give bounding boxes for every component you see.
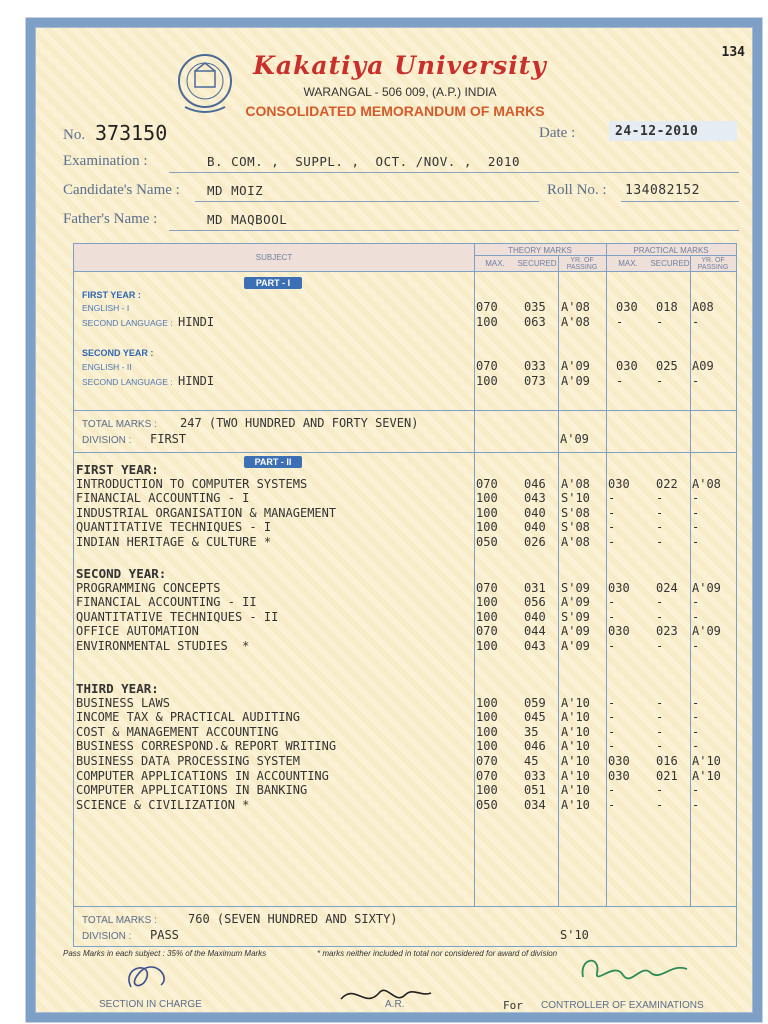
practical-year-value: - <box>692 315 700 329</box>
subject-name: INDUSTRIAL ORGANISATION & MANAGEMENT <box>76 506 337 520</box>
practical-secured-value: - <box>656 520 664 534</box>
part1-total-bottom-line <box>74 452 736 453</box>
theory-secured-value: 45 <box>524 754 539 768</box>
practical-year-value: A'09 <box>692 624 721 638</box>
practical-header: PRACTICAL MARKS <box>633 246 709 255</box>
practical-year-value: - <box>692 535 700 549</box>
subject-name: OFFICE AUTOMATION <box>76 624 199 638</box>
subject-name: BUSINESS LAWS <box>76 696 170 710</box>
part2-division-year: S'10 <box>560 928 589 942</box>
theory-year-header: YR. OF PASSING <box>566 257 598 271</box>
theory-secured-value: 040 <box>524 520 546 534</box>
practical-secured-value: - <box>656 506 664 520</box>
part2-year-heading: SECOND YEAR: <box>76 566 167 581</box>
theory-secured-value: 040 <box>524 610 546 624</box>
theory-secured-value: 063 <box>524 315 546 329</box>
examination-rule <box>169 172 739 173</box>
part1-total-value: 247 (TWO HUNDRED AND FORTY SEVEN) <box>180 416 419 430</box>
subject-header: SUBJECT <box>255 253 293 262</box>
subject-name: QUANTITATIVE TECHNIQUES - II <box>76 610 279 624</box>
theory-max-value: 070 <box>476 754 498 768</box>
theory-year-value: S'10 <box>561 491 590 505</box>
subject-name: FINANCIAL ACCOUNTING - II <box>76 595 257 609</box>
practical-max-value: - <box>608 710 616 724</box>
practical-max-header: MAX. <box>618 259 638 268</box>
theory-max-value: 070 <box>476 359 498 373</box>
theory-max-value: 070 <box>476 477 498 491</box>
subject-name: SCIENCE & CIVILIZATION * <box>76 798 250 812</box>
practical-year-value: - <box>692 610 700 624</box>
subject-name: BUSINESS DATA PROCESSING SYSTEM <box>76 754 300 768</box>
ar-label: A.R. <box>385 999 405 1010</box>
theory-secured-value: 073 <box>524 374 546 388</box>
theory-secured-value: 033 <box>524 769 546 783</box>
theory-max-value: 050 <box>476 798 498 812</box>
practical-secured-value: - <box>656 783 664 797</box>
theory-max-value: 100 <box>476 696 498 710</box>
theory-max-value: 070 <box>476 581 498 595</box>
theory-secured-value: 035 <box>524 300 546 314</box>
theory-secured-value: 043 <box>524 639 546 653</box>
theory-max-value: 070 <box>476 300 498 314</box>
theory-year-value: A'09 <box>561 359 590 373</box>
practical-secured-value: 021 <box>656 769 678 783</box>
practical-max-value: - <box>608 595 616 609</box>
theory-secured-value: 034 <box>524 798 546 812</box>
practical-secured-header: SECURED <box>650 259 690 268</box>
practical-year-value: - <box>692 506 700 520</box>
theory-max-value: 100 <box>476 639 498 653</box>
theory-max-value: 100 <box>476 610 498 624</box>
theory-year-value: A'09 <box>561 639 590 653</box>
part2-division-label: DIVISION : <box>82 931 132 942</box>
part2-year-heading: FIRST YEAR: <box>76 462 159 477</box>
practical-max-value: - <box>608 491 616 505</box>
practical-max-value: - <box>608 696 616 710</box>
examination-value: B. COM. , SUPPL. , OCT. /NOV. , 2010 <box>207 154 520 169</box>
practical-secured-value: 016 <box>656 754 678 768</box>
part2-badge: PART - II <box>244 456 302 468</box>
section-in-charge-signature-icon <box>111 957 201 997</box>
theory-max-value: 100 <box>476 374 498 388</box>
practical-year-value: - <box>692 783 700 797</box>
col-divider <box>558 255 559 906</box>
practical-secured-value: - <box>656 610 664 624</box>
part1-row-label: SECOND LANGUAGE : <box>82 318 173 328</box>
theory-year-value: A'08 <box>561 315 590 329</box>
father-name-label: Father's Name : <box>63 211 158 227</box>
part1-row-subject: HINDI <box>178 315 215 329</box>
part1-division-value: FIRST <box>150 432 187 446</box>
theory-secured-header: SECURED <box>517 259 557 268</box>
practical-secured-value: 023 <box>656 624 678 638</box>
theory-secured-value: 044 <box>524 624 546 638</box>
practical-secured-value: - <box>656 710 664 724</box>
part2-total-top-line <box>74 906 736 907</box>
practical-year-value: A'10 <box>692 769 721 783</box>
header-split-line <box>474 255 736 256</box>
subject-name: QUANTITATIVE TECHNIQUES - I <box>76 520 272 534</box>
theory-max-value: 100 <box>476 783 498 797</box>
practical-year-value: - <box>692 491 700 505</box>
part2-total-value: 760 (SEVEN HUNDRED AND SIXTY) <box>188 912 398 926</box>
theory-secured-value: 026 <box>524 535 546 549</box>
practical-secured-value: 024 <box>656 581 678 595</box>
theory-year-value: A'10 <box>561 739 590 753</box>
practical-max-value: - <box>608 798 616 812</box>
practical-max-value: 030 <box>608 769 630 783</box>
part1-row-label: ENGLISH - II <box>82 362 132 372</box>
theory-year-value: A'09 <box>561 595 590 609</box>
subject-name: INCOME TAX & PRACTICAL AUDITING <box>76 710 300 724</box>
practical-year-value: - <box>692 696 700 710</box>
practical-max-value: - <box>608 520 616 534</box>
practical-secured-value: - <box>656 725 664 739</box>
part2-total-label: TOTAL MARKS : <box>82 915 157 926</box>
theory-max-value: 100 <box>476 595 498 609</box>
part1-second-year-heading: SECOND YEAR : <box>82 348 154 358</box>
roll-number-rule <box>621 201 739 202</box>
part1-row-label: ENGLISH - I <box>82 303 130 313</box>
practical-year-value: - <box>692 374 700 388</box>
practical-year-value: A08 <box>692 300 714 314</box>
part1-row-label: SECOND LANGUAGE : <box>82 377 173 387</box>
practical-max-value: - <box>616 315 624 329</box>
practical-secured-value: - <box>656 639 664 653</box>
practical-max-value: - <box>608 506 616 520</box>
practical-max-value: - <box>616 374 624 388</box>
theory-secured-value: 046 <box>524 739 546 753</box>
practical-secured-value: - <box>656 595 664 609</box>
part1-badge: PART - I <box>244 277 302 289</box>
roll-number-value: 134082152 <box>625 183 700 198</box>
memo-number: 373150 <box>95 121 168 145</box>
practical-year-value: - <box>692 725 700 739</box>
theory-year-value: A'09 <box>561 624 590 638</box>
practical-year-value: - <box>692 639 700 653</box>
practical-year-value: - <box>692 739 700 753</box>
part1-division-year: A'09 <box>560 432 589 446</box>
practical-year-value: - <box>692 710 700 724</box>
practical-year-header: YR. OF PASSING <box>697 257 729 271</box>
col-divider <box>474 244 475 906</box>
part2-year-heading: THIRD YEAR: <box>76 681 159 696</box>
candidate-name-value: MD MOIZ <box>207 183 264 198</box>
theory-secured-value: 35 <box>524 725 539 739</box>
practical-max-value: - <box>608 610 616 624</box>
theory-max-value: 100 <box>476 725 498 739</box>
practical-year-value: A'08 <box>692 477 721 491</box>
theory-secured-value: 031 <box>524 581 546 595</box>
theory-secured-value: 045 <box>524 710 546 724</box>
practical-secured-value: - <box>656 696 664 710</box>
theory-header: THEORY MARKS <box>508 246 572 255</box>
practical-max-value: - <box>608 739 616 753</box>
practical-year-value: - <box>692 520 700 534</box>
practical-year-value: - <box>692 595 700 609</box>
theory-year-value: A'08 <box>561 535 590 549</box>
theory-secured-value: 059 <box>524 696 546 710</box>
practical-year-value: - <box>692 798 700 812</box>
practical-max-value: 030 <box>616 300 638 314</box>
theory-max-value: 050 <box>476 535 498 549</box>
theory-secured-value: 033 <box>524 359 546 373</box>
father-name-value: MD MAQBOOL <box>207 212 288 227</box>
date-label: Date : <box>539 125 576 141</box>
practical-secured-value: - <box>656 535 664 549</box>
theory-secured-value: 043 <box>524 491 546 505</box>
pass-marks-note: Pass Marks in each subject : 35% of the Maximum Marks <box>63 949 267 958</box>
practical-max-value: 030 <box>608 477 630 491</box>
candidate-name-label: Candidate's Name : <box>63 182 180 198</box>
practical-max-value: 030 <box>616 359 638 373</box>
practical-secured-value: - <box>656 739 664 753</box>
practical-max-value: 030 <box>608 624 630 638</box>
practical-max-value: - <box>608 639 616 653</box>
theory-secured-value: 046 <box>524 477 546 491</box>
father-name-rule <box>169 230 739 231</box>
subject-name: BUSINESS CORRESPOND.& REPORT WRITING <box>76 739 337 753</box>
theory-max-value: 100 <box>476 506 498 520</box>
theory-year-value: A'10 <box>561 783 590 797</box>
roll-number-label: Roll No. : <box>547 182 607 198</box>
theory-year-value: A'08 <box>561 300 590 314</box>
theory-year-value: A'10 <box>561 725 590 739</box>
practical-year-value: A'10 <box>692 754 721 768</box>
practical-max-value: 030 <box>608 754 630 768</box>
subject-name: PROGRAMMING CONCEPTS <box>76 581 221 595</box>
theory-year-value: A'10 <box>561 798 590 812</box>
theory-year-value: A'10 <box>561 769 590 783</box>
subject-name: COMPUTER APPLICATIONS IN BANKING <box>76 783 308 797</box>
theory-max-value: 100 <box>476 739 498 753</box>
memo-title: CONSOLIDATED MEMORANDUM OF MARKS <box>245 103 545 119</box>
theory-max-value: 100 <box>476 315 498 329</box>
part1-total-label: TOTAL MARKS : <box>82 419 157 430</box>
university-address: WARANGAL - 506 009, (A.P.) INDIA <box>303 85 497 99</box>
col-divider <box>690 255 691 906</box>
date-value: 24-12-2010 <box>615 124 699 139</box>
theory-year-value: A'09 <box>561 374 590 388</box>
serial-number: 134 <box>721 45 745 60</box>
theory-secured-value: 051 <box>524 783 546 797</box>
controller-signature-icon <box>575 951 695 991</box>
theory-year-value: A'10 <box>561 696 590 710</box>
practical-max-value: 030 <box>608 581 630 595</box>
asterisk-note: * marks neither included in total nor considered for award of division <box>317 949 558 958</box>
part1-division-label: DIVISION : <box>82 435 132 446</box>
practical-year-value: A09 <box>692 359 714 373</box>
theory-max-value: 100 <box>476 520 498 534</box>
part1-first-year-heading: FIRST YEAR : <box>82 290 141 300</box>
part2-division-value: PASS <box>150 928 179 942</box>
theory-year-value: S'08 <box>561 506 590 520</box>
part1-row-subject: HINDI <box>178 374 215 388</box>
no-label: No. <box>63 127 86 143</box>
practical-year-value: A'09 <box>692 581 721 595</box>
part1-total-top-line <box>74 410 736 411</box>
practical-max-value: - <box>608 535 616 549</box>
practical-secured-value: - <box>656 374 664 388</box>
theory-max-value: 100 <box>476 710 498 724</box>
practical-max-value: - <box>608 725 616 739</box>
theory-year-value: S'08 <box>561 520 590 534</box>
practical-secured-value: - <box>656 798 664 812</box>
col-divider <box>606 244 607 906</box>
marks-table <box>73 243 737 947</box>
practical-secured-value: 025 <box>656 359 678 373</box>
practical-secured-value: 018 <box>656 300 678 314</box>
theory-year-value: S'09 <box>561 581 590 595</box>
subject-name: FINANCIAL ACCOUNTING - I <box>76 491 250 505</box>
for-label: For <box>503 999 523 1012</box>
practical-secured-value: - <box>656 315 664 329</box>
practical-secured-value: 022 <box>656 477 678 491</box>
subject-name: COMPUTER APPLICATIONS IN ACCOUNTING <box>76 769 329 783</box>
subject-name: ENVIRONMENTAL STUDIES * <box>76 639 250 653</box>
candidate-name-rule <box>195 201 539 202</box>
university-name: Kakatiya University <box>253 51 547 80</box>
marks-memo-sheet <box>26 18 762 1022</box>
theory-year-value: A'10 <box>561 754 590 768</box>
theory-secured-value: 040 <box>524 506 546 520</box>
section-in-charge-label: SECTION IN CHARGE <box>99 999 202 1010</box>
theory-max-value: 070 <box>476 624 498 638</box>
theory-max-header: MAX. <box>485 259 505 268</box>
theory-year-value: S'09 <box>561 610 590 624</box>
examination-label: Examination : <box>63 153 148 169</box>
practical-max-value: - <box>608 783 616 797</box>
theory-secured-value: 056 <box>524 595 546 609</box>
practical-secured-value: - <box>656 491 664 505</box>
subject-name: INDIAN HERITAGE & CULTURE * <box>76 535 272 549</box>
controller-label: CONTROLLER OF EXAMINATIONS <box>541 1000 704 1011</box>
theory-max-value: 100 <box>476 491 498 505</box>
subject-name: COST & MANAGEMENT ACCOUNTING <box>76 725 279 739</box>
theory-year-value: A'08 <box>561 477 590 491</box>
subject-name: INTRODUCTION TO COMPUTER SYSTEMS <box>76 477 308 491</box>
theory-year-value: A'10 <box>561 710 590 724</box>
theory-max-value: 070 <box>476 769 498 783</box>
